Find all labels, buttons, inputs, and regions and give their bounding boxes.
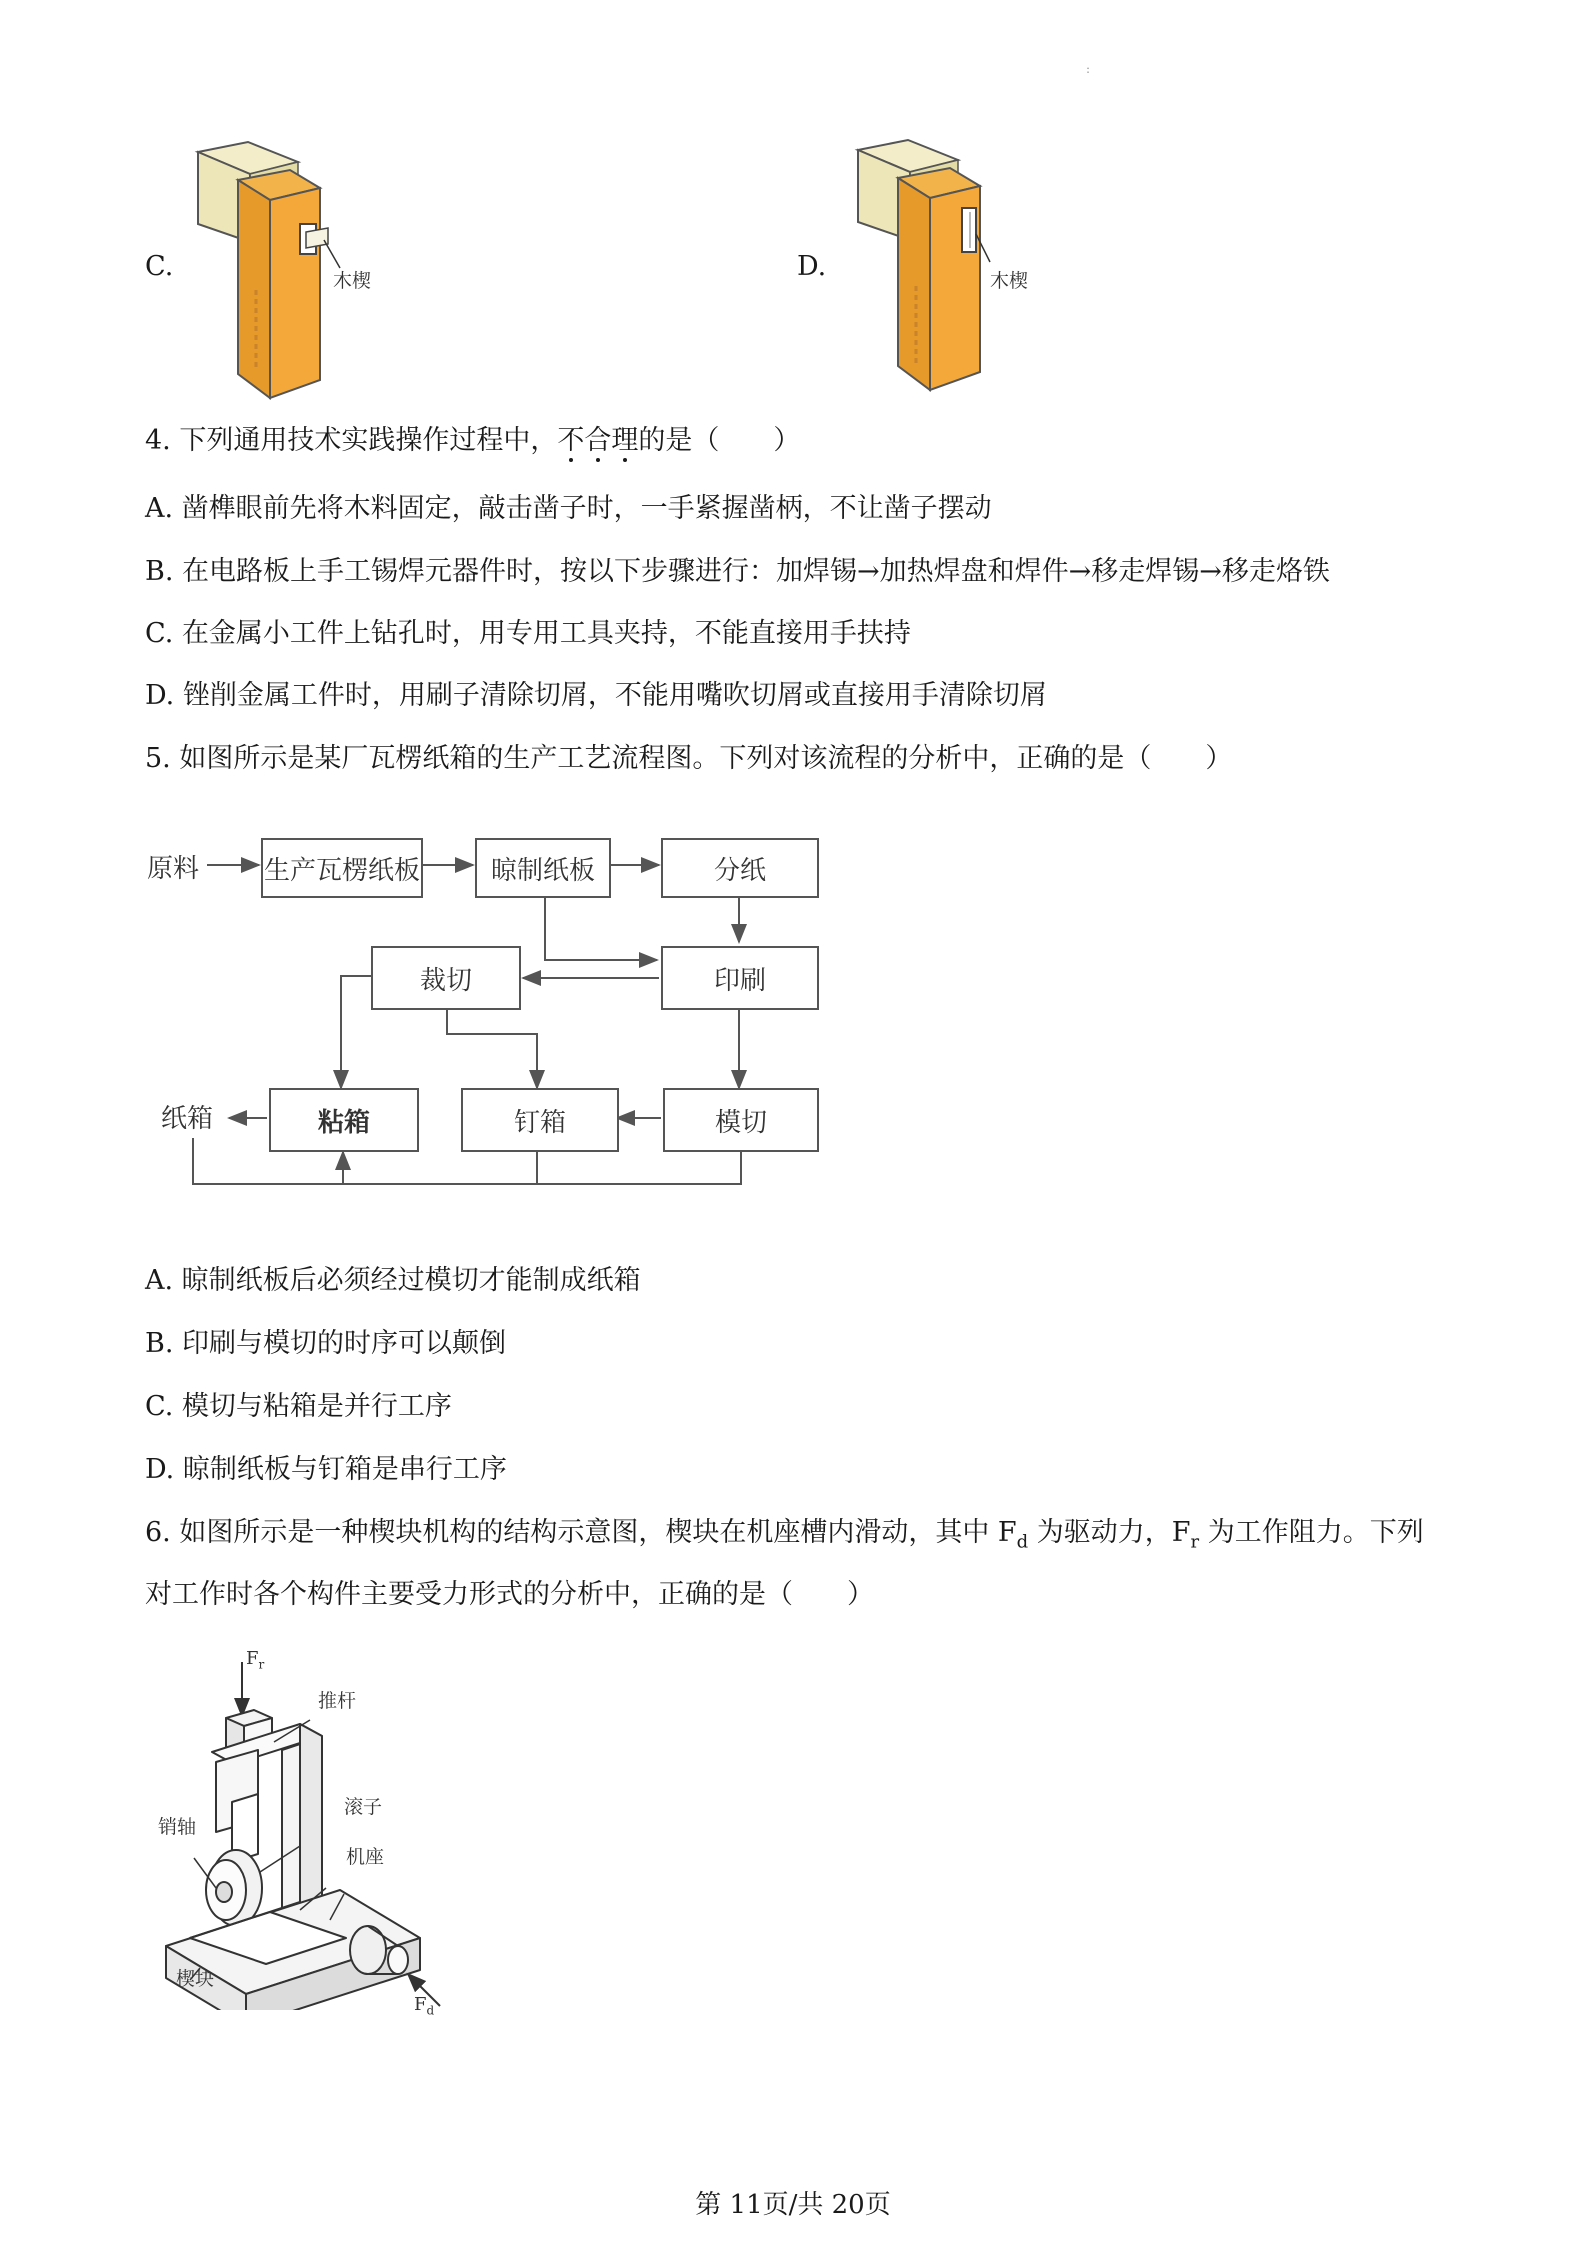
flow-box-print: 印刷 — [661, 946, 819, 1010]
q4-emph-2: 合 — [584, 425, 612, 456]
page-footer: 第 11页/共 20页 — [695, 2190, 891, 2220]
option-d-figure — [850, 138, 1060, 400]
q5-option-b: B. 印刷与模切的时序可以颠倒 — [145, 1328, 507, 1359]
q6-stem-line2: 对工作时各个构件主要受力形式的分析中，正确的是（ ） — [145, 1579, 874, 1610]
option-c-label: C. — [145, 251, 174, 282]
flow-box-diecut: 模切 — [663, 1088, 819, 1152]
q4-emph-1: 不 — [557, 425, 585, 456]
q4-emph-3: 理 — [611, 425, 639, 456]
label-base: 机座 — [346, 1846, 385, 1868]
label-push-rod: 推杆 — [318, 1690, 357, 1712]
q5-option-c: C. 模切与粘箱是并行工序 — [145, 1391, 452, 1422]
top-mark: : — [1086, 62, 1091, 76]
flow-box-glue: 粘箱 — [269, 1088, 419, 1152]
label-fd: $F_d$ — [414, 1994, 435, 2018]
q5-option-d: D. 晾制纸板与钉箱是串行工序 — [145, 1454, 507, 1485]
option-c-callout: 木楔 — [333, 270, 372, 292]
flow-box-produce: 生产瓦楞纸板 — [261, 838, 423, 898]
flow-box-nail: 钉箱 — [461, 1088, 619, 1152]
q4-stem-prefix: 4. 下列通用技术实践操作过程中， — [145, 425, 558, 456]
q4-option-b: B. 在电路板上手工锡焊元器件时，按以下步骤进行：加焊锡→加热焊盘和焊件→移走焊锡→移走烙铁 — [145, 556, 1330, 587]
q6-stem-sub-d: d — [1016, 1531, 1029, 1553]
flow-box-dry: 晾制纸板 — [475, 838, 611, 898]
q5-stem: 5. 如图所示是某厂瓦楞纸箱的生产工艺流程图。下列对该流程的分析中，正确的是（ ） — [145, 743, 1233, 774]
q4-option-d: D. 锉削金属工件时，用刷子清除切屑，不能用嘴吹切屑或直接用手清除切屑 — [145, 680, 1047, 711]
label-roller: 滚子 — [344, 1796, 383, 1818]
flow-end: 纸箱 — [161, 1104, 214, 1134]
q5-option-a: A. 晾制纸板后必须经过模切才能制成纸箱 — [145, 1265, 641, 1296]
flow-box-split: 分纸 — [661, 838, 819, 898]
q4-option-a: A. 凿榫眼前先将木料固定，敲击凿子时，一手紧握凿柄，不让凿子摆动 — [145, 493, 992, 524]
label-pin: 销轴 — [158, 1816, 197, 1838]
q6-stem-sub-r: r — [1190, 1531, 1200, 1553]
q6-stem-part-a: 6. 如图所示是一种楔块机构的结构示意图，楔块在机座槽内滑动，其中 F — [145, 1517, 1017, 1548]
q4-option-c: C. 在金属小工件上钻孔时，用专用工具夹持，不能直接用手扶持 — [145, 618, 911, 649]
q5-flowchart — [145, 820, 845, 1200]
label-fr: $F_r$ — [246, 1648, 265, 1672]
option-d-callout: 木楔 — [990, 270, 1029, 292]
q6-stem-line1 — [145, 1516, 1424, 1559]
flow-box-cut: 裁切 — [371, 946, 521, 1010]
q4-stem — [145, 424, 800, 458]
option-d-label: D. — [797, 251, 827, 282]
q6-stem-part-b: 为驱动力，F — [1028, 1517, 1191, 1548]
q6-stem-part-c: 为工作阻力。下列 — [1199, 1517, 1424, 1548]
flow-start: 原料 — [147, 854, 200, 884]
label-wedge: 楔块 — [176, 1968, 215, 1990]
q4-stem-suffix: 的是（ ） — [638, 425, 801, 456]
